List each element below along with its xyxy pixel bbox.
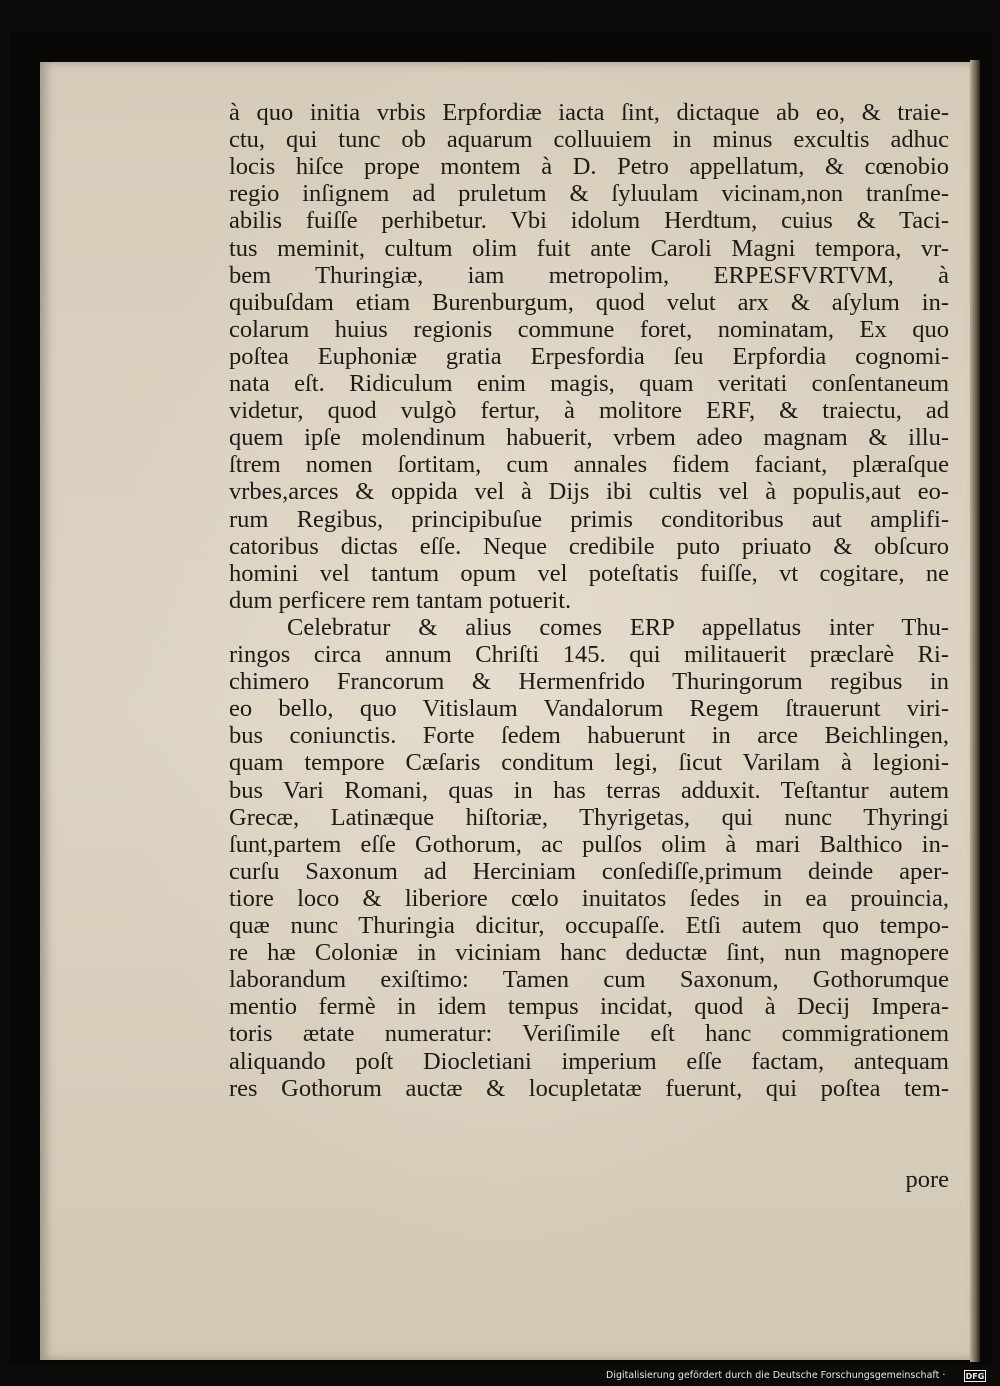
text-line: quæ nunc Thuringia dicitur, occupaſſe. Etſi autem quo tempo-: [229, 912, 949, 939]
text-line: bus Vari Romani, quas in has terras adduxit. Teſtantur autem: [229, 776, 949, 804]
catchword: pore: [905, 1166, 949, 1193]
text-line: regio inſignem ad pruletum & ſyluulam vicinam,non tranſme-: [229, 180, 949, 208]
text-line: quem ipſe molendinum habuerit, vrbem adeo magnam & illu-: [229, 424, 949, 452]
text-line: res Gothorum auctæ & locupletatæ fuerunt, qui poſtea tem-: [229, 1074, 949, 1102]
text-line: chimero Francorum & Hermenfrido Thuringorum regibus in: [229, 668, 949, 696]
text-line: videtur, quod vulgò fertur, à molitore ERF, & traiectu, ad: [229, 397, 949, 425]
text-line: tus meminit, cultum olim fuit ante Caroli Magni tempora, vr-: [229, 234, 949, 262]
text-line: poſtea Euphoniæ gratia Erpesfordia ſeu Erpfordia cognomi-: [229, 342, 949, 370]
text-line: quibuſdam etiam Burenburgum, quod velut arx & aſylum in-: [229, 288, 949, 316]
text-line: abilis fuiſſe perhibetur. Vbi idolum Herdtum, cuius & Taci-: [229, 207, 949, 235]
text-line: vrbes,arces & oppida vel à Dijs ibi cultis vel à populis,aut eo-: [229, 478, 949, 506]
text-line: catoribus dictas eſſe. Neque credibile puto priuato & obſcuro: [229, 532, 949, 560]
text-line: mentio fermè in idem tempus incidat, quod à Decij Impera-: [229, 993, 949, 1021]
text-line: colarum huius regionis commune foret, nominatam, Ex quo: [229, 315, 949, 343]
text-line: dum perficere rem tantam potuerit.: [229, 586, 572, 614]
text-line: tiore loco & liberiore cœlo inuitatos ſedes in ea prouincia,: [229, 884, 949, 912]
text-line: Celebratur & alius comes ERP appellatus inter Thu-: [287, 613, 949, 641]
text-line: quam tempore Cæſaris conditum legi, ſicut Varilam à legioni-: [229, 749, 949, 777]
text-line: à quo initia vrbis Erpfordiæ iacta ſint, dictaque ab eo, & traie-: [229, 99, 949, 126]
text-line: Grecæ, Latinæque hiſtoriæ, Thyrigetas, qui nunc Thyringi: [229, 803, 949, 831]
text-line: locis hiſce prope montem à D. Petro appellatum, & cœnobio: [229, 153, 949, 181]
text-line: ſunt,partem eſſe Gothorum, ac pulſos olim à mari Balthico in-: [229, 830, 949, 858]
text-line: curſu Saxonum ad Herciniam conſediſſe,primum deinde aper-: [229, 857, 949, 885]
text-line: aliquando poſt Diocletiani imperium eſſe factam, antequam: [229, 1047, 949, 1075]
text-line: nata eſt. Ridiculum enim magis, quam veritati conſentaneum: [229, 370, 949, 397]
text-line: eo bello, quo Vitislaum Vandalorum Regem ſtrauerunt viri-: [229, 695, 949, 723]
dfg-logo: DFG: [965, 1372, 985, 1381]
text-line: re hæ Coloniæ in viciniam hanc deductæ ſint, nun magnopere: [229, 939, 949, 967]
text-line: toris ætate numeratur: Veriſimile eſt hanc commigrationem: [229, 1020, 949, 1048]
text-line: ſtrem nomen ſortitam, cum annales fidem faciant, plæraſque: [229, 451, 949, 479]
text-line: laborandum exiſtimo: Tamen cum Saxonum, Gothorumque: [229, 966, 949, 994]
text-line: ringos circa annum Chriſti 145. qui militauerit præclarè Ri-: [229, 641, 949, 668]
footer-credit: Digitalisierung gefördert durch die Deutsche Forschungsgemeinschaft ·: [606, 1370, 946, 1381]
text-line: bem Thuringiæ, iam metropolim, ERPESFVRTVM, à: [229, 261, 949, 289]
text-line: ctu, qui tunc ob aquarum colluuiem in minus excultis adhuc: [229, 126, 949, 154]
text-line: rum Regibus, principibuſue primis conditoribus aut amplifi-: [229, 505, 949, 533]
text-line: bus coniunctis. Forte ſedem habuerunt in arce Beichlingen,: [229, 722, 949, 750]
page-edge-shadow: [970, 60, 980, 1362]
text-line: homini vel tantum opum vel poteſtatis fuiſſe, vt cogitare, ne: [229, 559, 949, 587]
